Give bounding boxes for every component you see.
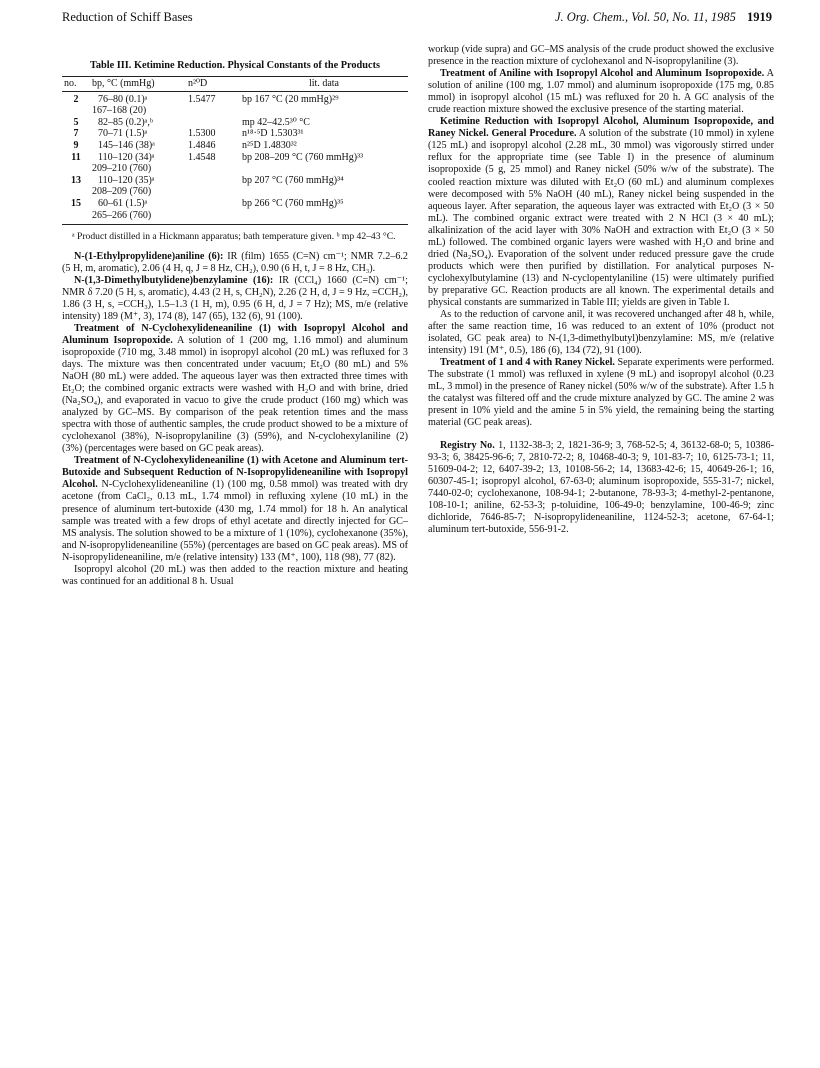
cell-refractive-index: 1.4548 <box>188 151 216 163</box>
body-paragraph <box>62 251 408 275</box>
cell-lit-data: n²⁵D 1.4830³² <box>242 139 297 151</box>
paragraph-text: N-Cyclohexylideneaniline (1) (100 mg, 0.58 mmol) was treated with dry acetone (from CaCl₂, 0.13 mL, 1.74 mmol) in refluxing xylene (10 mL) in the presence of aluminum tert-butoxide (430 mg, 1.74 mmol) for 18 h. An analytical sample was treated with a few drops of ethyl acetate and directly injected for GC–MS analysis. The solution showed to be a mixture of 1 (10%), cyclohexanone (35%), and N-isopropylideneaniline (55%) (percentages are based on GC peak areas). MS of N-isopropylideneaniline, m/e (relative intensity) 133 (M⁺, 100), 118 (98), 77 (82). <box>62 479 408 563</box>
cell-no: 9 <box>73 139 79 151</box>
body-paragraph <box>428 357 774 429</box>
cell-refractive-index: 1.5300 <box>188 128 216 140</box>
paragraph-heading: Treatment of Aniline with Isopropyl Alcohol and Aluminum Isopropoxide. <box>440 68 765 80</box>
paragraph-text: 1, 1132-38-3; 2, 1821-36-9; 3, 768-52-5; 4, 36132-68-0; 5, 10386-93-3; 6, 38425-96-6; 7, 2810-72-2; 8, 10468-40-3; 9, 101-83-7; 10, 6125-73-1; 11, 51609-04-2; 12, 6407-39-2; 13, 10108-56-2; 14, 13683-42-6; 15, 40649-26-1; 16, 60307-45-1; isopropyl alcohol, 67-63-0; aluminum isopropoxide, 555-31-7; nickel, 7440-02-0; cyclohexanone, 108-94-1; 2-butanone, 78-93-3; 4-methyl-2-pentanone, 108-10-1; aniline, 62-53-3; p-toluidine, 106-49-0; benzylamine, 100-46-9; zinc dichloride, 7646-85-7; N-isopropylideneaniline, 1124-52-3; acetone, 67-64-1; aluminum tert-butoxide, 556-91-2. <box>428 439 774 535</box>
running-head-title: Reduction of Schiff Bases <box>62 10 193 24</box>
paragraph-text: IR (CCl₄) 1660 (C=N) cm⁻¹; NMR δ 7.20 (5 H, s, aromatic), 4.43 (2 H, s, CH₂N), 2.26 (2 H, d, J = 9 Hz, =CCH₂), 1.86 (3 H, s, =CCH₃), 1.5–1.3 (1 H, m), 0.95 (6 H, d, J = 7 Hz); MS, m/e (relative intensity) 189 (M⁺, 3), 174 (8), 147 (65), 132 (6), 91 (100). <box>62 274 408 322</box>
paragraph-heading: Treatment of N-Cyclohexylideneaniline (1) with Acetone and Aluminum tert-Butoxide and Subsequent Reduction of N-Isopropylideneaniline with Isopropyl Alcohol. <box>62 455 408 491</box>
cell-bp <box>90 152 186 175</box>
paragraph-text: A solution of 1 (200 mg, 1.16 mmol) and aluminum isopropoxide (710 mg, 3.48 mmol) in isopropyl alcohol (20 mL) was refluxed for 3 days. The mixture was then concentrated under vacuum; Et₂O (80 mL) and 5% NaOH (80 mL) were added. The aqueous layer was then extracted three times with Et₂O; the combined organic extracts were washed with H₂O and with brine, dried (Na₂SO₄), and evaporated in vacuo to give the crude product (160 mg) which was analyzed by GC–MS. By comparison of the peak retention times and the mass spectra with those of authentic samples, the crude product showed to be a mixture of cyclohexanol (38%), N-isopropylaniline (3) (59%), and N-cyclohexylaniline (2) (3%) (percentages were based on GC peak areas). <box>62 334 408 455</box>
body-paragraph <box>62 275 408 323</box>
table-row <box>62 128 408 140</box>
paragraph-text: IR (film) 1655 (C=N) cm⁻¹; NMR 7.2–6.2 (5 H, m, aromatic), 2.06 (4 H, q, J = 8 Hz, CH₂), 0.90 (6 H, t, J = 8 Hz, CH₃). <box>62 250 408 274</box>
paragraph-heading: Ketimine Reduction with Isopropyl Alcohol, Aluminum Isopropoxide, and Raney Nickel. General Procedure. <box>428 116 774 140</box>
paragraph-text: As to the reduction of carvone anil, it was recovered unchanged after 48 h, while, after the same reaction time, 16 was reduced to an extent of 10% (product not isolated, GC peak area) to N-(1,3-dimethylbutyl)benzylamine: MS, m/e (relative intensity) 191 (M⁺, 0.5), 186 (6), 134 (72), 91 (100). <box>428 309 774 357</box>
paragraph-heading: N-(1,3-Dimethylbutylidene)benzylamine (16): <box>74 274 274 286</box>
bp-value: 209–210 (760) <box>92 163 152 175</box>
bp-value: 167–168 (20) <box>92 105 147 117</box>
paragraph-text: workup (vide supra) and GC–MS analysis of the crude product showed the exclusive presence in the reaction mixture of cyclohexanol and N-isopropylaniline (3). <box>428 44 774 68</box>
paragraph-heading: N-(1-Ethylpropylidene)aniline (6): <box>74 250 224 262</box>
table-footnote: ᵃ Product distilled in a Hickmann apparatus; bath temperature given. ᵇ mp 42–43 °C. <box>72 231 396 243</box>
cell-refractive-index <box>186 198 240 225</box>
cell-bp <box>90 140 186 152</box>
body-paragraph <box>428 44 774 68</box>
paragraph-text: A solution of aniline (100 mg, 1.07 mmol) and aluminum isopropoxide (175 mg, 0.85 mmol) in isopropyl alcohol (15 mL) was refluxed for 20 h. A GC analysis of the crude reaction mixture showed the exclusive presence of the starting material. <box>428 68 774 116</box>
table-row <box>62 140 408 152</box>
left-column <box>62 44 408 588</box>
paragraph-text: Separate experiments were performed. The substrate (1 mmol) was refluxed in xylene (9 mL) and isopropyl alcohol (0.23 mL, 3 mmol) in the presence of Raney nickel (50% w/w of the substrate). After 1.5 h the catalyst was filtered off and the crude mixture analyzed by GC. The amine 2 was present in 10% yield and the amine 5 in 5% yield, the remaining being the starting material (GC peak areas). <box>428 357 774 429</box>
left-body-text <box>62 251 408 588</box>
body-paragraph <box>62 323 408 456</box>
cell-bp <box>90 128 186 140</box>
body-paragraph <box>62 455 408 563</box>
cell-no: 13 <box>71 174 81 186</box>
page-number: 1919 <box>747 10 772 24</box>
cell-no: 11 <box>71 151 81 163</box>
physical-constants-table <box>62 76 408 225</box>
cell-lit-data: bp 208–209 °C (760 mmHg)³³ <box>242 151 364 163</box>
paragraph-text: A solution of the substrate (10 mmol) in xylene (125 mL) and isopropyl alcohol (2.28 mL, 30 mmol) was vigorously stirred under reflux for the appropriate time (see Table I) in the presence of aluminum isopropoxide (5 g, 25 mmol) and Raney nickel (50% w/w of the substrate). The cooled reaction mixture was diluted with Et₂O (60 mL) and aluminum complexes were decomposed with 5% NaOH (40 mL), Raney nickel being suspended in the aqueous layer. After separation, the aqueous layer was extracted with Et₂O (3 × 50 mL). The combined organic extract were treated with 2 N HCl (3 × 40 mL); alkalinization of the acid layer with 30% NaOH and extraction with Et₂O (3 × 50 mL) followed. The combined organic layers were washed with H₂O and brine and dried (Na₂SO₄). Evaporation of the solvent under reduced pressure gave the crude products which were then purified by distillation. For analytical purposes N-cyclohexylbutylamine (13) and N-cyclopentylaniline (15) were ultimately purified by preparative GC. Reaction products are all known. The experimental details and physical constants are summarized in Table III; yields are given in Table I. <box>428 128 774 308</box>
bp-value: 70–71 (1.5)ᵃ <box>98 128 148 140</box>
right-body-text <box>428 44 774 536</box>
table-row <box>62 198 408 225</box>
cell-bp <box>90 117 186 129</box>
bp-value: 265–266 (760) <box>92 209 152 221</box>
cell-refractive-index <box>186 117 240 129</box>
body-paragraph <box>62 564 408 588</box>
paragraph-text: Isopropyl alcohol (20 mL) was then added to the reaction mixture and heating was continued for an additional 8 h. Usual <box>62 563 408 587</box>
body-paragraph <box>428 309 774 357</box>
table-title: Table III. Ketimine Reduction. Physical Constants of the Products <box>89 60 381 71</box>
bp-value: 110–120 (35)ᵃ <box>98 174 155 186</box>
cell-refractive-index: 1.4846 <box>188 139 216 151</box>
body-paragraph <box>428 440 774 536</box>
table-row <box>62 152 408 175</box>
table-row <box>62 91 408 117</box>
paragraph-heading: Registry No. <box>440 439 495 451</box>
cell-no: 7 <box>73 128 79 140</box>
bp-value: 76–80 (0.1)ᵃ <box>98 93 148 105</box>
table-row <box>62 175 408 198</box>
cell-no: 15 <box>62 198 90 225</box>
col-header-no: no. <box>62 77 90 92</box>
journal-citation: J. Org. Chem., Vol. 50, No. 11, 1985 <box>554 10 736 24</box>
cell-lit-data: bp 167 °C (20 mmHg)²⁹ <box>242 93 339 105</box>
table-header-row <box>62 77 408 92</box>
bp-value: 82–85 (0.2)ᵃ,ᵇ <box>98 116 153 128</box>
col-header-bp: bp, °C (mmHg) <box>90 77 186 92</box>
paragraph-gap <box>428 430 774 440</box>
cell-lit-data: bp 266 °C (760 mmHg)³⁵ <box>240 198 408 225</box>
paragraph-heading: Treatment of 1 and 4 with Raney Nickel. <box>440 357 615 369</box>
cell-bp <box>90 175 186 198</box>
cell-no: 2 <box>73 93 79 105</box>
cell-refractive-index: 1.5477 <box>188 93 216 105</box>
col-header-nd: n²⁰D <box>186 77 240 92</box>
right-column <box>428 44 774 536</box>
bp-value: 110–120 (34)ᵃ <box>98 151 155 163</box>
cell-lit-data: bp 207 °C (760 mmHg)³⁴ <box>242 174 344 186</box>
cell-no: 5 <box>73 116 79 128</box>
paragraph-heading: Treatment of N-Cyclohexylideneaniline (1) with Isopropyl Alcohol and Aluminum Isopropoxide. <box>62 322 408 346</box>
cell-bp <box>90 198 186 225</box>
bp-value: 60–61 (1.5)ᵃ <box>98 197 148 209</box>
col-header-lit: lit. data <box>240 77 408 92</box>
cell-bp <box>90 91 186 117</box>
body-paragraph <box>428 68 774 116</box>
table-row <box>62 117 408 129</box>
body-paragraph <box>428 116 774 309</box>
cell-lit-data: mp 42–42.5³⁰ °C <box>242 116 310 128</box>
cell-refractive-index <box>186 175 240 198</box>
running-head-journal <box>555 10 772 25</box>
bp-value: 208–209 (760) <box>92 186 152 198</box>
bp-value: 145–146 (38)ᵃ <box>98 139 155 151</box>
cell-lit-data: n¹⁸·⁵D 1.5303³¹ <box>242 128 304 140</box>
